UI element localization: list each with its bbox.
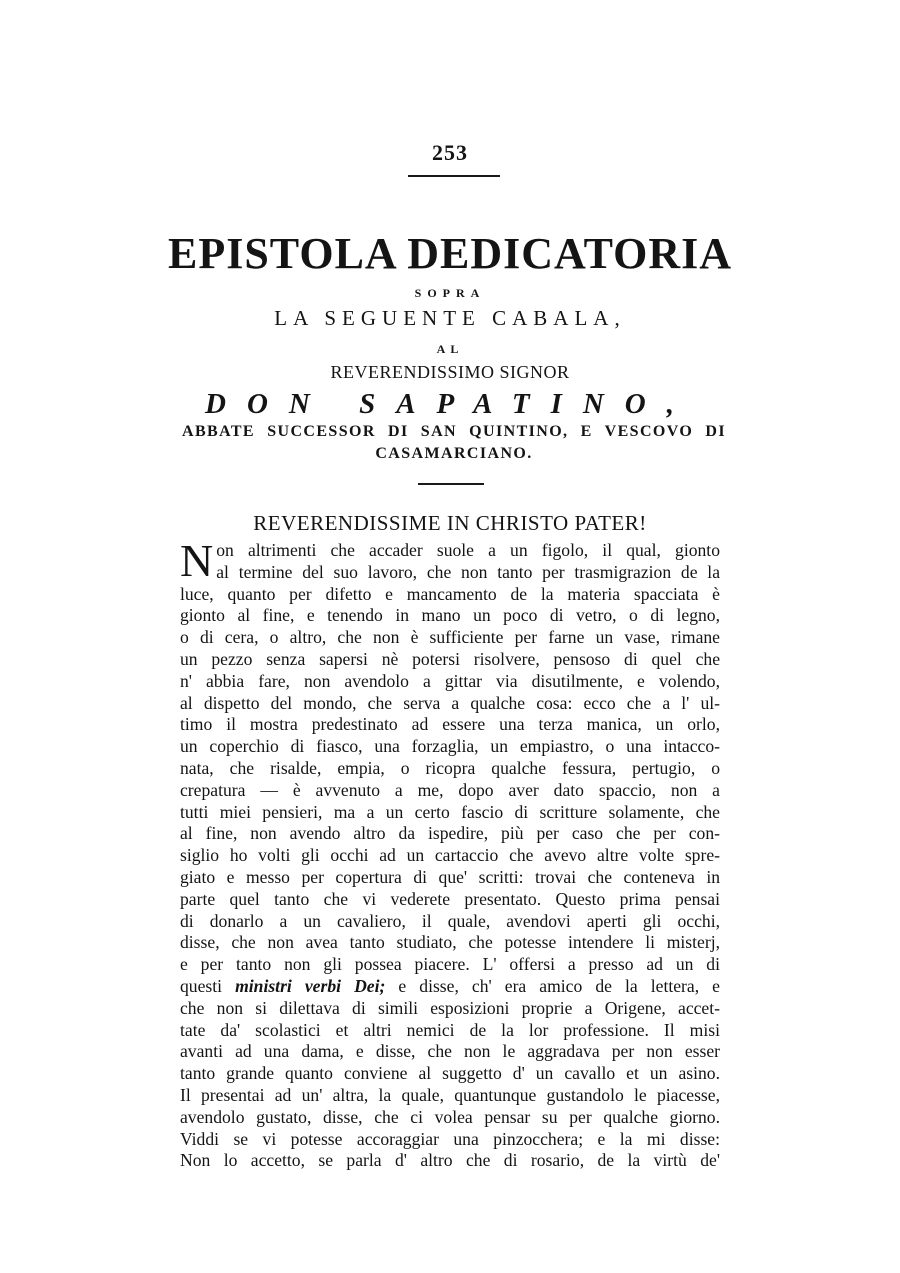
header-rule bbox=[408, 175, 500, 177]
recipient-title: REVERENDISSIMO SIGNOR bbox=[330, 362, 570, 382]
body-line-italic: questi ministri verbi Dei; e disse, ch' era amico de la lettera, e bbox=[180, 975, 720, 996]
body-line: Il presentai ad un' altra, la quale, quantunque gustandolo le piacesse, bbox=[180, 1084, 720, 1105]
body-line: on altrimenti che accader suole a un figolo, il qual, gionto bbox=[216, 540, 720, 560]
body-line: tate da' scolastici et altri nemici de la lor professione. Il misi bbox=[180, 1019, 720, 1040]
body-line: un coperchio di fiasco, una forzaglia, un empiastro, o una intacco- bbox=[180, 736, 720, 757]
body-line: timo il mostra predestinato ad essere una terza manica, un orlo, bbox=[180, 714, 720, 735]
body-line: al dispetto del mondo, che serva a qualche cosa: ecco che a l' ul- bbox=[180, 692, 720, 713]
body-line: nata, che risalde, empia, o ricopra qualche fessura, pertugio, o bbox=[180, 757, 720, 778]
body-line: o di cera, o altro, che non è sufficiente per farne un vase, rimane bbox=[180, 627, 720, 648]
subtitle-al: AL bbox=[436, 342, 464, 356]
body-line: Non lo accetto, se parla d' altro che di rosario, de la virtù de' bbox=[180, 1150, 720, 1171]
page-title: EPISTOLA DEDICATORIA bbox=[167, 229, 733, 278]
body-line: gionto al fine, e tenendo in mano un poco di vetro, o di legno, bbox=[180, 605, 720, 626]
body-line: di donarlo a un cavaliero, il quale, avendovi aperti gli occhi, bbox=[180, 910, 720, 931]
recipient-name: DON SAPATINO, bbox=[205, 388, 695, 420]
recipient-role-line: CASAMARCIANO. bbox=[375, 445, 533, 462]
body-line: e per tanto non gli possea piacere. L' offersi a presso ad un di bbox=[180, 954, 720, 975]
body-line: crepatura — è avvenuto a me, dopo aver dato spaccio, non a bbox=[180, 779, 720, 800]
body-line: parte quel tanto che vi vederete presentato. Questo prima pensai bbox=[180, 888, 720, 909]
subtitle-sopra: SOPRA bbox=[414, 286, 486, 300]
section-rule bbox=[418, 483, 484, 485]
body-line: giato e messo per copertura di que' scritti: trovai che conteneva in bbox=[180, 866, 720, 887]
salutation: REVERENDISSIME IN CHRISTO PATER! bbox=[253, 511, 647, 535]
body-line: un pezzo senza sapersi nè potersi risolvere, pensoso di quel che bbox=[180, 648, 720, 669]
body-line: luce, quanto per difetto e mancamento de la materia spacciata è bbox=[180, 583, 720, 604]
subtitle-cabala: LA SEGUENTE CABALA, bbox=[274, 306, 626, 330]
italic-phrase: ministri verbi Dei; bbox=[235, 975, 386, 996]
letter-body bbox=[180, 535, 720, 1172]
body-line: n' abbia fare, non avendolo a gittar via disutilmente, e volendo, bbox=[180, 670, 720, 691]
body-line: che non si dilettava di simili esposizioni proprie a Origene, accet- bbox=[180, 997, 720, 1018]
page-number: 253 bbox=[432, 140, 468, 165]
body-line: tutti miei pensieri, ma a un certo fascio di scritture solamente, che bbox=[180, 801, 720, 822]
body-line: al fine, non avendo altro da ispedire, più per caso che per con- bbox=[180, 823, 720, 844]
body-line: tanto grande quanto conviene al suggetto d' un cavallo et un asino. bbox=[180, 1063, 720, 1084]
recipient-role-line: ABBATE SUCCESSOR DI SAN QUINTINO, E VESCOVO DI bbox=[182, 423, 726, 440]
body-line: Viddi se vi potesse accoraggiar una pinzocchera; e la mi disse: bbox=[180, 1128, 720, 1149]
body-line: avanti ad una dama, e disse, che non le aggradava per non esser bbox=[180, 1041, 720, 1062]
body-line: siglio ho volti gli occhi ad un cartaccio che avevo altre volte spre- bbox=[180, 845, 720, 866]
recipient-role bbox=[182, 421, 726, 465]
body-line: disse, che non avea tanto studiato, che potesse intendere li misterj, bbox=[180, 932, 720, 953]
body-line: al termine del suo lavoro, che non tanto per trasmigrazion de la bbox=[216, 561, 720, 582]
drop-cap: N bbox=[180, 535, 214, 586]
body-line: avendolo gustato, disse, che ci volea pensar su per qualche giorno. bbox=[180, 1106, 720, 1127]
